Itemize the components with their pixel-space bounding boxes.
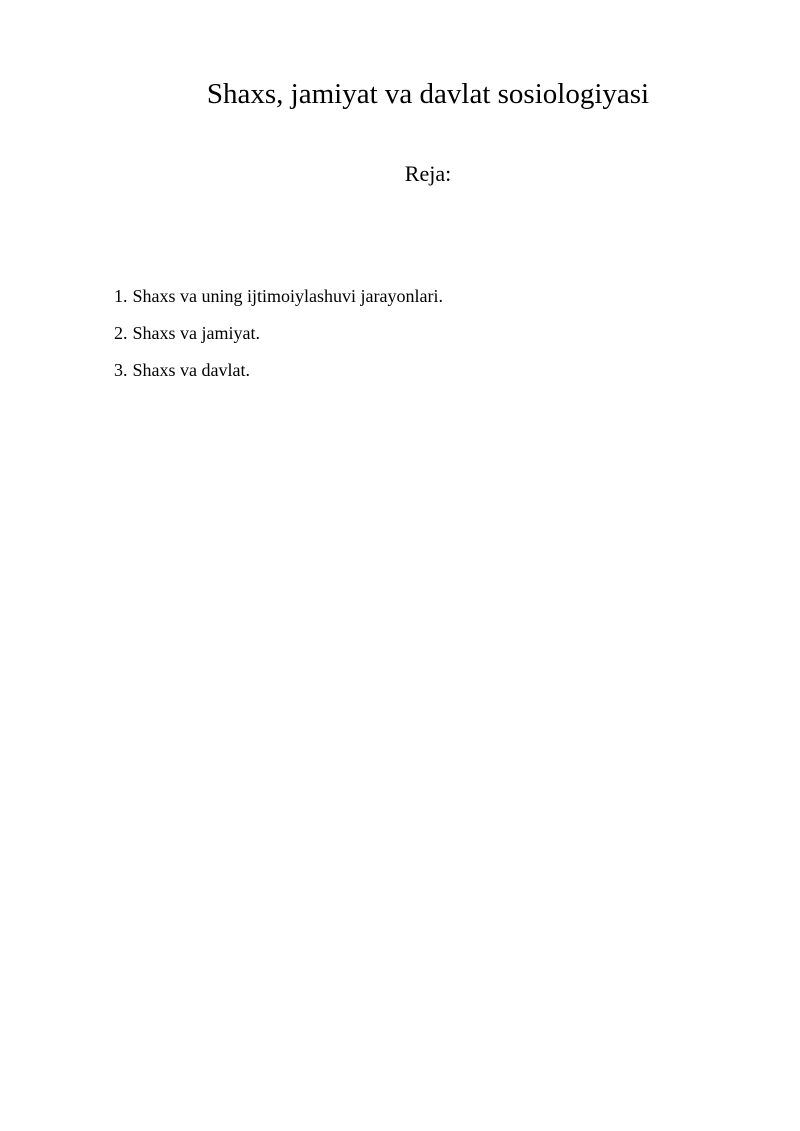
list-item-number: 2.: [114, 323, 128, 343]
list-item: [114, 321, 443, 358]
list-item-text: Shaxs va uning ijtimoiylashuvi jarayonlari.: [132, 286, 443, 306]
list-item-number: 3.: [114, 360, 128, 380]
list-item: [114, 358, 443, 395]
list-item: [114, 284, 443, 321]
plan-list: [114, 284, 443, 395]
list-item-text: Shaxs va davlat.: [132, 360, 250, 380]
document-title: Shaxs, jamiyat va davlat sosiologiyasi: [206, 78, 650, 110]
list-item-text: Shaxs va jamiyat.: [132, 323, 260, 343]
list-item-number: 1.: [114, 286, 128, 306]
plan-heading: Reja:: [404, 161, 452, 186]
